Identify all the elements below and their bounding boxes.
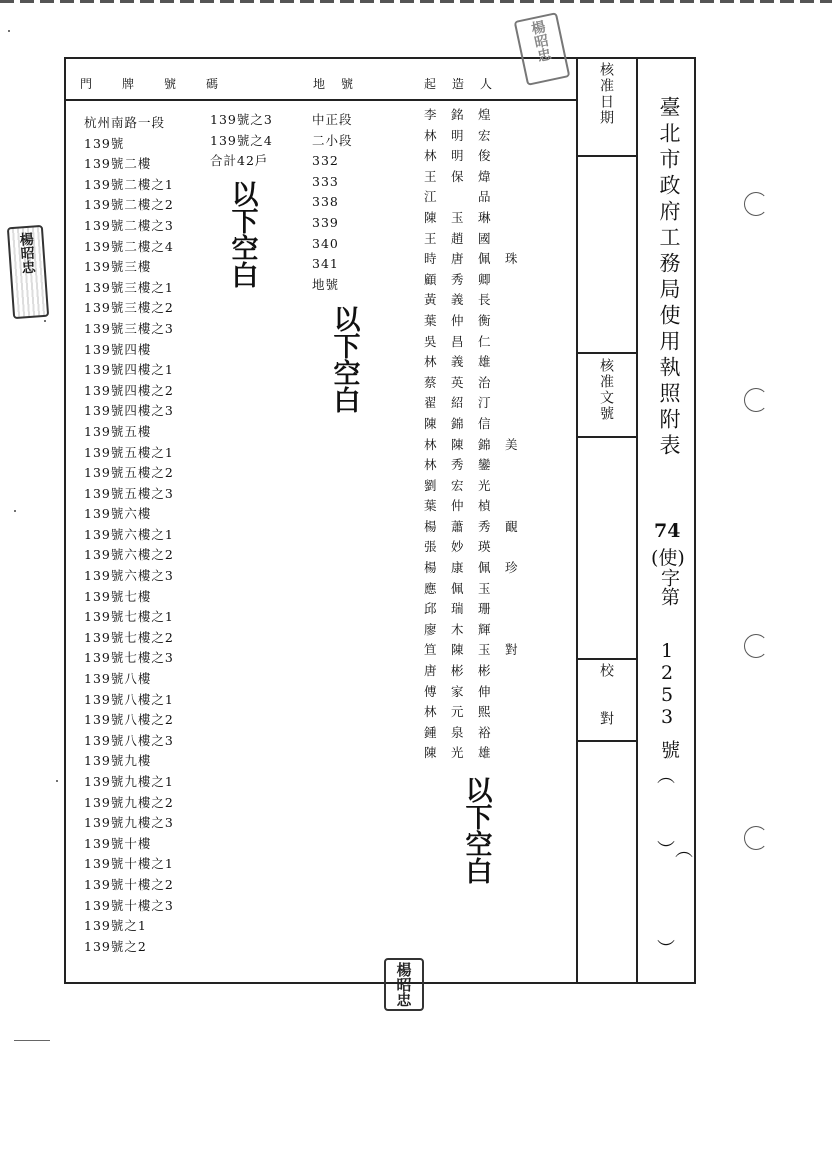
door-number: 139號二樓 <box>84 156 152 172</box>
applicant-name: 吳 昌 仁 <box>424 333 492 349</box>
lot-number-column <box>312 110 353 295</box>
door-number: 139號六樓之2 <box>84 547 174 563</box>
door-number: 139號之4 <box>210 132 273 148</box>
door-number: 139號六樓 <box>84 506 152 522</box>
door-number: 139號八樓之1 <box>84 691 174 707</box>
applicant-name: 林 秀 鑾 <box>424 457 492 473</box>
applicant-column <box>424 105 519 764</box>
door-number: 139號四樓之1 <box>84 362 174 378</box>
applicant-name: 葉 仲 楨 <box>424 498 492 514</box>
scan-top-edge <box>0 0 832 3</box>
door-number: 139號八樓 <box>84 671 152 687</box>
applicant-name: 黃 義 長 <box>424 292 492 308</box>
door-number: 139號之1 <box>84 918 147 934</box>
applicant-name: 陳 光 雄 <box>424 745 492 761</box>
lot-number: 338 <box>312 194 339 210</box>
applicant-name: 張 妙 瑛 <box>424 539 492 555</box>
door-number: 139號七樓 <box>84 588 152 604</box>
applicant-name: 李 銘 煌 <box>424 107 492 122</box>
door-number-column-1 <box>84 113 174 957</box>
applicant-name: 王 保 煒 <box>424 168 492 184</box>
header-door-number: 門 牌 號 碼 <box>80 77 221 91</box>
door-number: 139號三樓之2 <box>84 300 174 316</box>
door-number: 139號十樓之2 <box>84 876 174 892</box>
door-number: 139號四樓之2 <box>84 382 174 398</box>
scan-speck <box>8 30 10 32</box>
door-number: 139號十樓 <box>84 835 152 851</box>
applicant-name: 廖 木 輝 <box>424 621 492 637</box>
door-number: 139號 <box>84 135 125 151</box>
scan-speck <box>56 780 58 782</box>
applicant-name: 林 明 宏 <box>424 127 492 143</box>
applicant-name: 葉 仲 衡 <box>424 312 492 328</box>
lot-number: 339 <box>312 214 339 230</box>
doc-year: 74 <box>654 520 681 542</box>
side-rule-3 <box>576 436 638 438</box>
applicant-name: 時 唐 佩 珠 <box>424 251 519 267</box>
applicant-name: 笪 陳 玉 對 <box>424 642 519 658</box>
bracket-mark: ︵ <box>657 766 675 787</box>
bracket-mark: ︶ <box>657 939 675 960</box>
approval-doc-label: 核准文號 <box>598 358 614 422</box>
header-applicant: 起 造 人 <box>424 77 495 91</box>
door-number: 139號九樓之1 <box>84 774 174 789</box>
scan-line <box>14 1040 50 1041</box>
binding-hole-mark <box>744 192 768 216</box>
applicant-name: 邱 瑞 珊 <box>424 601 492 617</box>
applicant-name: 陳 錦 信 <box>424 415 492 431</box>
door-number: 139號九樓之2 <box>84 794 174 810</box>
blank-mark-door: 以下空白 <box>226 180 258 288</box>
binding-hole-mark <box>744 634 768 658</box>
doc-number-suffix: 號 <box>658 740 680 759</box>
left-seal: 楊昭忠 <box>7 225 49 319</box>
applicant-name: 楊 蕭 秀 靦 <box>424 518 519 534</box>
lot-number: 332 <box>312 153 339 169</box>
approval-date-label: 核准日期 <box>598 62 614 126</box>
blank-mark-applicant: 以下空白 <box>460 776 492 884</box>
door-number: 139號三樓之3 <box>84 320 174 336</box>
lot-number: 340 <box>312 235 339 251</box>
doc-number: 1253 <box>656 640 678 728</box>
household-total: 合計42戶 <box>210 153 269 169</box>
door-number: 139號七樓之1 <box>84 609 174 625</box>
door-number: 139號六樓之1 <box>84 526 174 542</box>
applicant-name: 林 元 熙 <box>424 704 492 720</box>
document-title: 臺北市政府工務局使用執照附表 <box>657 96 681 460</box>
door-number: 139號之2 <box>84 938 147 954</box>
applicant-name: 顧 秀 卿 <box>424 271 492 287</box>
applicant-name: 傅 家 伸 <box>424 683 492 699</box>
door-number: 139號七樓之2 <box>84 629 174 645</box>
door-number: 139號二樓之2 <box>84 197 174 213</box>
applicant-name: 林 陳 錦 美 <box>424 436 519 452</box>
side-rule-1 <box>576 155 638 157</box>
proofread-label: 校 對 <box>598 663 614 727</box>
top-seal: 楊昭忠 <box>514 12 571 86</box>
door-number: 139號四樓之3 <box>84 403 174 419</box>
door-number: 139號之3 <box>210 112 273 127</box>
door-number: 139號五樓之3 <box>84 485 174 501</box>
door-number: 139號六樓之3 <box>84 568 174 584</box>
applicant-name: 鍾 泉 裕 <box>424 724 492 740</box>
applicant-name: 蔡 英 治 <box>424 374 492 390</box>
binding-hole-mark <box>744 826 768 850</box>
lot-subsection: 二小段 <box>312 132 353 148</box>
door-number: 139號十樓之1 <box>84 856 174 872</box>
doc-category: (使) <box>651 547 685 569</box>
applicant-name: 林 明 俊 <box>424 148 492 164</box>
applicant-name: 唐 彬 彬 <box>424 663 492 679</box>
binding-hole-mark <box>744 388 768 412</box>
bracket-mark: ︶︵ <box>657 840 693 861</box>
scan-speck <box>14 510 16 512</box>
scan-speck <box>44 320 46 322</box>
door-number: 139號八樓之3 <box>84 732 174 748</box>
side-rule-5 <box>576 740 638 742</box>
door-number: 139號七樓之3 <box>84 650 174 666</box>
door-number: 139號三樓 <box>84 259 152 275</box>
lot-number: 341 <box>312 256 339 272</box>
door-number: 杭州南路一段 <box>84 115 166 130</box>
lot-number-label: 地號 <box>312 276 340 292</box>
door-number: 139號二樓之1 <box>84 176 174 192</box>
door-number-column-2 <box>210 110 273 172</box>
door-number: 139號八樓之2 <box>84 712 174 728</box>
side-rule-4 <box>576 658 638 660</box>
lot-number: 333 <box>312 173 339 189</box>
door-number: 139號十樓之3 <box>84 897 174 913</box>
proofreader-seal: 楊昭忠 <box>384 958 424 1011</box>
door-number: 139號九樓 <box>84 753 152 769</box>
applicant-name: 應 佩 玉 <box>424 580 492 596</box>
title-column-rule <box>636 57 638 984</box>
applicant-name: 劉 宏 光 <box>424 477 492 493</box>
applicant-name: 林 義 雄 <box>424 354 492 370</box>
side-rule-2 <box>576 352 638 354</box>
applicant-name: 翟 紹 汀 <box>424 395 492 411</box>
applicant-name: 陳 玉 琳 <box>424 209 492 225</box>
applicant-name: 江 品 <box>424 189 492 205</box>
lot-section: 中正段 <box>312 112 353 127</box>
header-rule <box>64 99 578 101</box>
door-number: 139號三樓之1 <box>84 279 174 295</box>
door-number: 139號五樓 <box>84 423 152 439</box>
side-column-rule <box>576 57 578 984</box>
door-number: 139號二樓之3 <box>84 217 174 233</box>
doc-number-label: 字第 <box>658 568 680 606</box>
header-lot-number: 地 號 <box>313 77 356 91</box>
applicant-name: 王 趙 國 <box>424 230 492 246</box>
door-number: 139號五樓之2 <box>84 465 174 481</box>
applicant-name: 楊 康 佩 珍 <box>424 560 519 576</box>
door-number: 139號四樓 <box>84 341 152 357</box>
door-number: 139號五樓之1 <box>84 444 174 460</box>
blank-mark-lot: 以下空白 <box>328 305 360 413</box>
door-number: 139號二樓之4 <box>84 238 174 254</box>
door-number: 139號九樓之3 <box>84 815 174 831</box>
